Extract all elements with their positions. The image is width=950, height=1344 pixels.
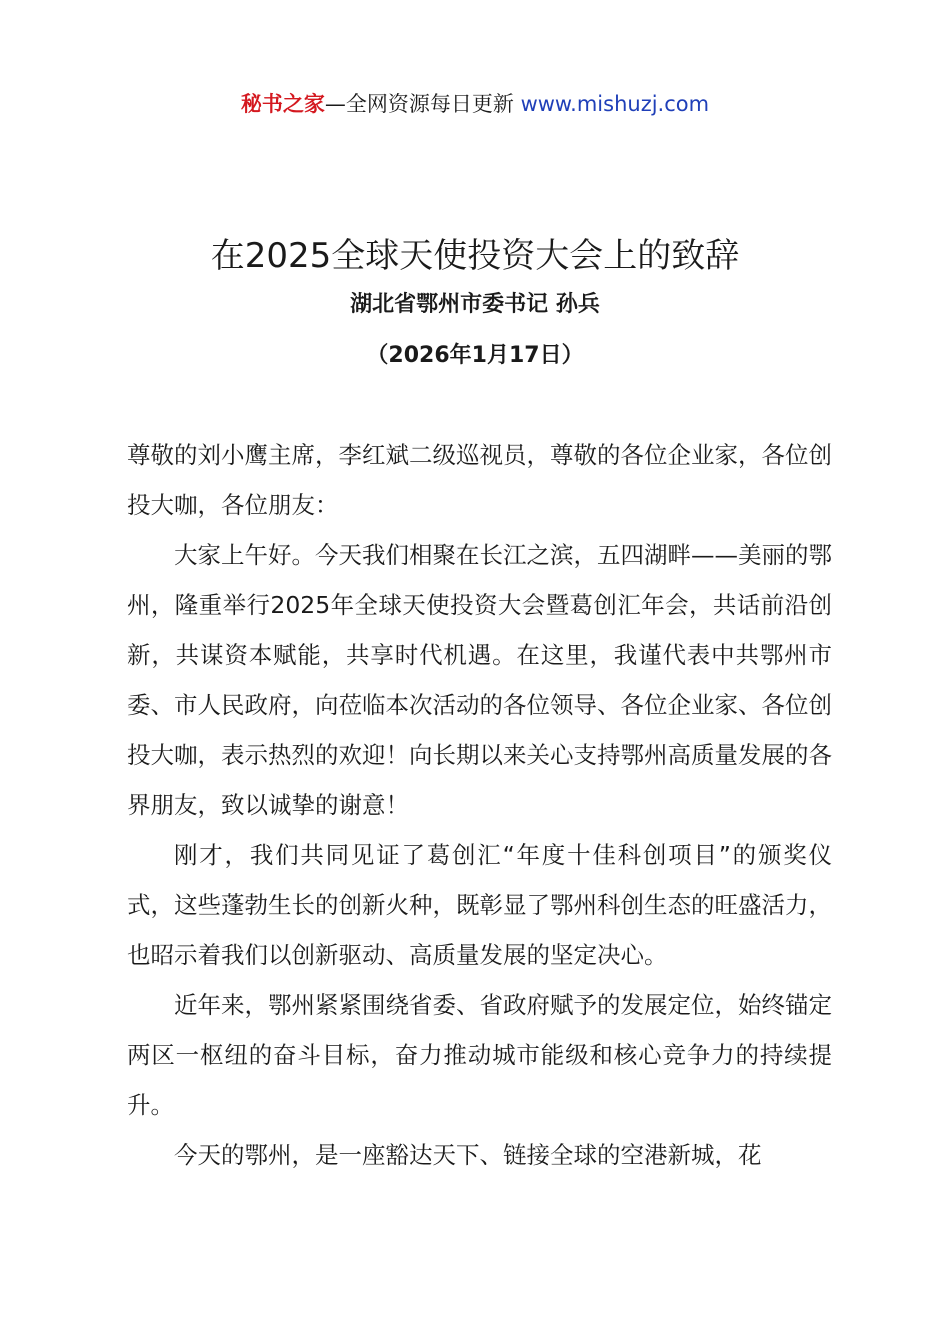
salutation-paragraph: 尊敬的刘小鹰主席，李红斌二级巡视员，尊敬的各位企业家，各位创投大咖，各位朋友： xyxy=(127,441,832,519)
body-paragraph: 刚才，我们共同见证了葛创汇“年度十佳科创项目”的颁奖仪式，这些蓬勃生长的创新火种，既彰显了鄂州科创生态的旺盛活力，也昭示着我们以创新驱动、高质量发展的坚定决心。 xyxy=(127,841,832,969)
document-date: （2026年1月17日） xyxy=(366,343,584,368)
body-paragraph: 近年来，鄂州紧紧围绕省委、省政府赋予的发展定位，始终锚定两区一枢纽的奋斗目标，奋力推动城市能级和核心竞争力的持续提升。 xyxy=(127,991,832,1119)
site-header xyxy=(0,88,950,120)
document-title: 在2025全球天使投资大会上的致辞 xyxy=(210,236,740,276)
body-paragraph: 今天的鄂州，是一座豁达天下、链接全球的空港新城，花 xyxy=(174,1141,762,1169)
document-body xyxy=(127,430,832,1180)
body-paragraph: 大家上午好。今天我们相聚在长江之滨，五四湖畔——美丽的鄂州，隆重举行2025年全球天使投资大会暨葛创汇年会，共话前沿创新，共谋资本赋能，共享时代机遇。在这里，我谨代表中共鄂州市委、市人民政府，向莅临本次活动的各位领导、各位企业家、各位创投大咖，表示热烈的欢迎！向长期以来关心支持鄂州高质量发展的各界朋友，致以诚挚的谢意！ xyxy=(127,541,832,819)
site-brand: 秘书之家 xyxy=(240,92,325,116)
site-url-link[interactable]: www.mishuzj.com xyxy=(520,92,710,116)
document-author: 湖北省鄂州市委书记 孙兵 xyxy=(350,292,600,317)
site-tagline: —全网资源每日更新 xyxy=(324,92,521,116)
